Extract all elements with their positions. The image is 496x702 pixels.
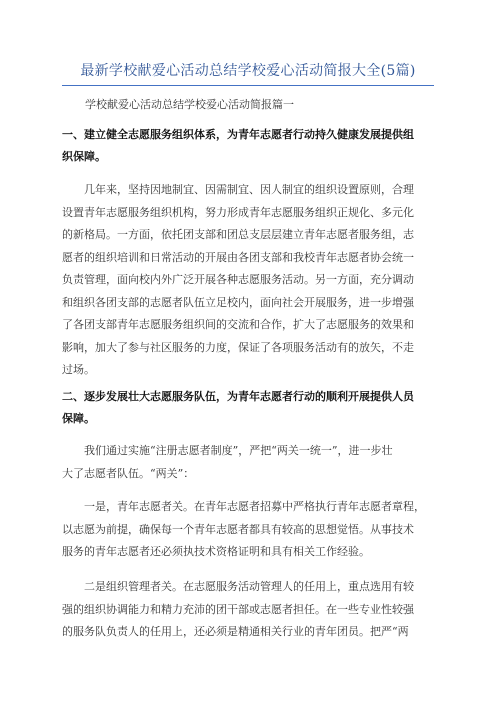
heading-line: 织保障。	[62, 150, 106, 163]
document-title: 最新学校献爱心活动总结学校爱心活动简报大全(5篇)	[80, 63, 416, 79]
paragraph-line: 的服务队负责人的任用上，还必须是精通相关行业的青年团员。把严“两	[62, 625, 409, 638]
paragraph-1	[62, 179, 434, 382]
section-heading-1	[62, 124, 434, 168]
article-subtitle: 学校献爱心活动总结学校爱心活动简报篇一	[85, 98, 294, 111]
paragraph-2	[62, 440, 434, 485]
paragraph-line: 二是组织管理者关。在志愿服务活动管理人的任用上，重点选用有较	[84, 580, 414, 593]
paragraph-line: 大了志愿者队伍。“两关”：	[62, 466, 195, 480]
paragraph-line: 服务的青年志愿者还必须执技术资格证明和具有相关工作经验。	[62, 545, 370, 558]
paragraph-line: 影响，加大了参与社区服务的力度，保证了各项服务活动有的放矢，不走	[62, 340, 414, 354]
paragraph-line: 我们通过实施“注册志愿者制度”，严把“两关一统一”，进一步壮	[84, 444, 393, 457]
paragraph-line: 愿者的组织培训和日常活动的开展由各团支部和我校青年志愿者协会统一	[62, 250, 414, 264]
paragraph-line: 过场。	[62, 363, 95, 376]
paragraph-line: 几年来，坚持因地制宜、因需制宜、因人制宜的组织设置原则，合理	[84, 183, 414, 196]
heading-line: 二、逐步发展壮大志愿服务队伍，为青年志愿者行动的顺利开展提供人员	[62, 390, 414, 403]
paragraph-line: 一是，青年志愿者关。在青年志愿者招募中严格执行青年志愿者章程，	[84, 500, 425, 513]
paragraph-line: 强的组织协调能力和精力充沛的团干部或志愿者担任。在一些专业性较强	[62, 602, 414, 616]
heading-line: 一、建立健全志愿服务组织体系，为青年志愿者行动持久健康发展提供组	[62, 128, 414, 141]
paragraph-3	[62, 496, 434, 564]
paragraph-line: 的新格局。一方面，依托团支部和团总支层层建立青年志愿者服务组，志	[62, 228, 414, 241]
paragraph-line: 了各团支部青年志愿服务组织间的交流和合作，扩大了志愿服务的效果和	[62, 318, 414, 331]
paragraph-line: 和组织各团支部的志愿者队伍立足校内，面向社会开展服务，进一步增强	[62, 295, 414, 309]
section-heading-2	[62, 386, 434, 430]
paragraph-line: 以志愿为前提，确保每一个青年志愿者都具有较高的思想觉悟。从事技术	[62, 522, 414, 536]
heading-line: 保障。	[62, 412, 95, 425]
paragraph-4	[62, 576, 434, 644]
title-underline	[62, 85, 434, 86]
paragraph-line: 设置青年志愿服务组织机构，努力形成青年志愿服务组织正规化、多元化	[62, 205, 414, 219]
paragraph-line: 负责管理，面向校内外广泛开展各种志愿服务活动。另一方面，充分调动	[62, 273, 414, 286]
